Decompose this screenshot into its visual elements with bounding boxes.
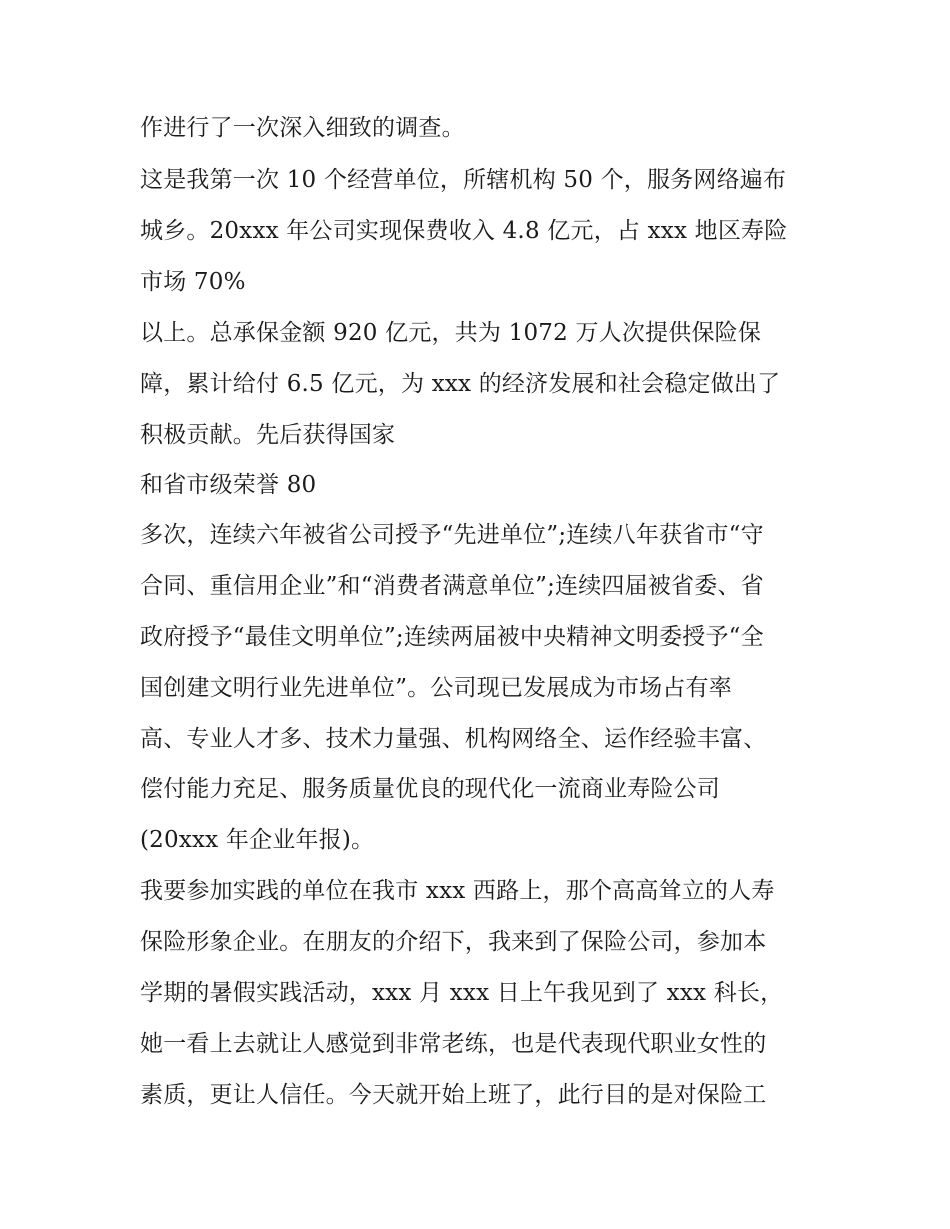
text-line: 我要参加实践的单位在我市 xxx 西路上，那个高高耸立的人寿	[140, 878, 775, 904]
text-line: 多次，连续六年被省公司授予“先进单位”;连续八年获省市“守	[140, 522, 764, 548]
text-line: 国创建文明行业先进单位”。公司现已发展成为市场占有率	[140, 675, 732, 701]
text-line: 障，累计给付 6.5 亿元，为 xxx 的经济发展和社会稳定做出了	[140, 371, 781, 397]
text-line: 偿付能力充足、服务质量优良的现代化一流商业寿险公司	[140, 776, 720, 802]
text-line: 积极贡献。先后获得国家	[140, 422, 396, 448]
text-line: 保险形象企业。在朋友的介绍下，我来到了保险公司，参加本	[140, 929, 767, 955]
text-line: 政府授予“最佳文明单位”;连续两届被中央精神文明委授予“全	[140, 624, 764, 650]
text-line: 市场 70%	[140, 269, 246, 295]
text-line: 和省市级荣誉 80	[140, 472, 317, 498]
text-line: 以上。总承保金额 920 亿元，共为 1072 万人次提供保险保	[140, 320, 762, 346]
text-line: 这是我第一次 10 个经营单位，所辖机构 50 个，服务网络遍布	[140, 167, 787, 193]
text-line: (20xxx 年企业年报)。	[140, 827, 375, 853]
text-line: 城乡。20xxx 年公司实现保费收入 4.8 亿元，占 xxx 地区寿险	[140, 218, 788, 244]
text-line: 合同、重信用企业”和“消费者满意单位”;连续四届被省委、省	[140, 573, 764, 599]
text-line: 高、专业人才多、技术力量强、机构网络全、运作经验丰富、	[140, 726, 767, 752]
text-line: 学期的暑假实践活动，xxx 月 xxx 日上午我见到了 xxx 科长，	[140, 980, 784, 1006]
text-line: 素质，更让人信任。今天就开始上班了，此行目的是对保险工	[140, 1082, 767, 1108]
text-line: 作进行了一次深入细致的调查。	[140, 115, 465, 141]
text-line: 她一看上去就让人感觉到非常老练，也是代表现代职业女性的	[140, 1031, 767, 1057]
